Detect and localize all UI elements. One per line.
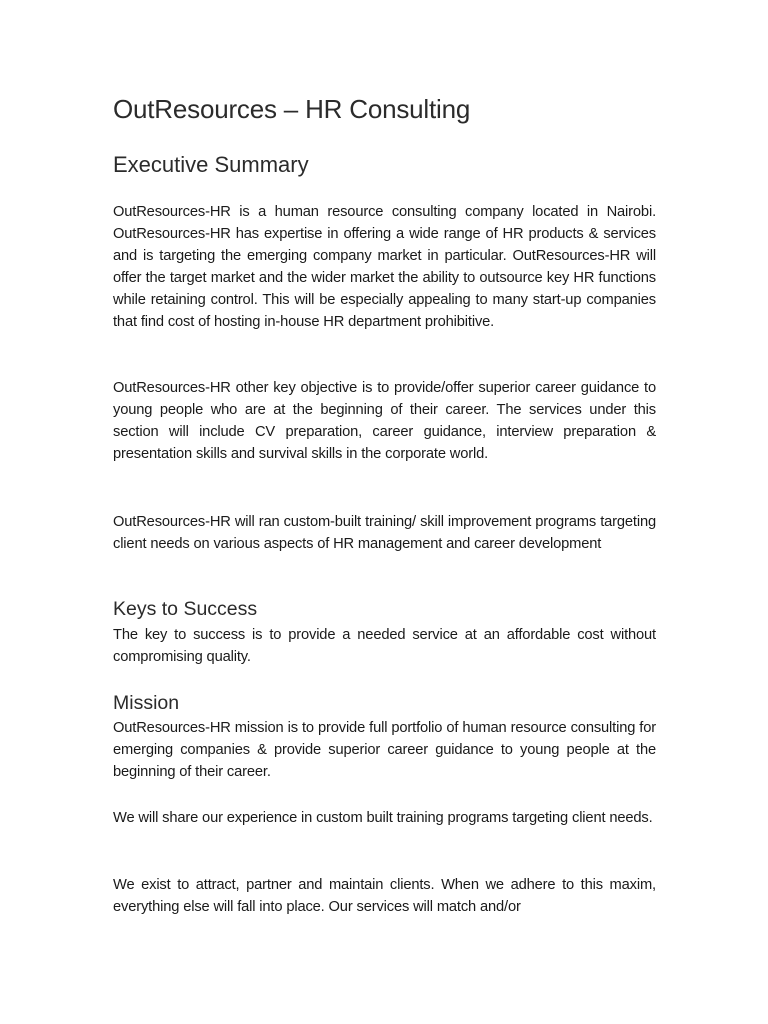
executive-summary-paragraph-2: OutResources-HR other key objective is to provide/offer superior career guidance to young people who are at the beginning of their career. The services under this section will include CV preparation, career guidance, interview preparation & presentation skills and survival skills in the corporate world. bbox=[113, 380, 656, 463]
executive-summary-paragraph-1: OutResources-HR is a human resource consulting company located in Nairobi. OutResources-HR has expertise in offering a wide range of HR products & services and is targeting the emerging company market in particular. OutResources-HR will offer the target market and the wider market the ability to outsource key HR functions while retaining control. This will be especially appealing to many start-up companies that find cost of hosting in-house HR department prohibitive. bbox=[113, 204, 656, 331]
keys-to-success-paragraph: The key to success is to provide a needed service at an affordable cost without compromising quality. bbox=[113, 627, 656, 666]
mission-heading: Mission bbox=[113, 692, 180, 714]
executive-summary-paragraph-3: OutResources-HR will ran custom-built training/ skill improvement programs targeting client needs on various aspects of HR management and career development bbox=[113, 514, 656, 553]
mission-paragraph-2: We will share our experience in custom built training programs targeting client needs. bbox=[113, 810, 653, 826]
keys-to-success-heading: Keys to Success bbox=[113, 598, 258, 620]
mission-paragraph-1: OutResources-HR mission is to provide full portfolio of human resource consulting for emerging companies & provide superior career guidance to young people at the beginning of their career. bbox=[113, 720, 656, 781]
executive-summary-heading: Executive Summary bbox=[113, 152, 309, 177]
mission-paragraph-3: We exist to attract, partner and maintain clients. When we adhere to this maxim, everything else will fall into place. Our services will match and/or bbox=[113, 877, 656, 916]
document-title: OutResources – HR Consulting bbox=[113, 94, 471, 124]
